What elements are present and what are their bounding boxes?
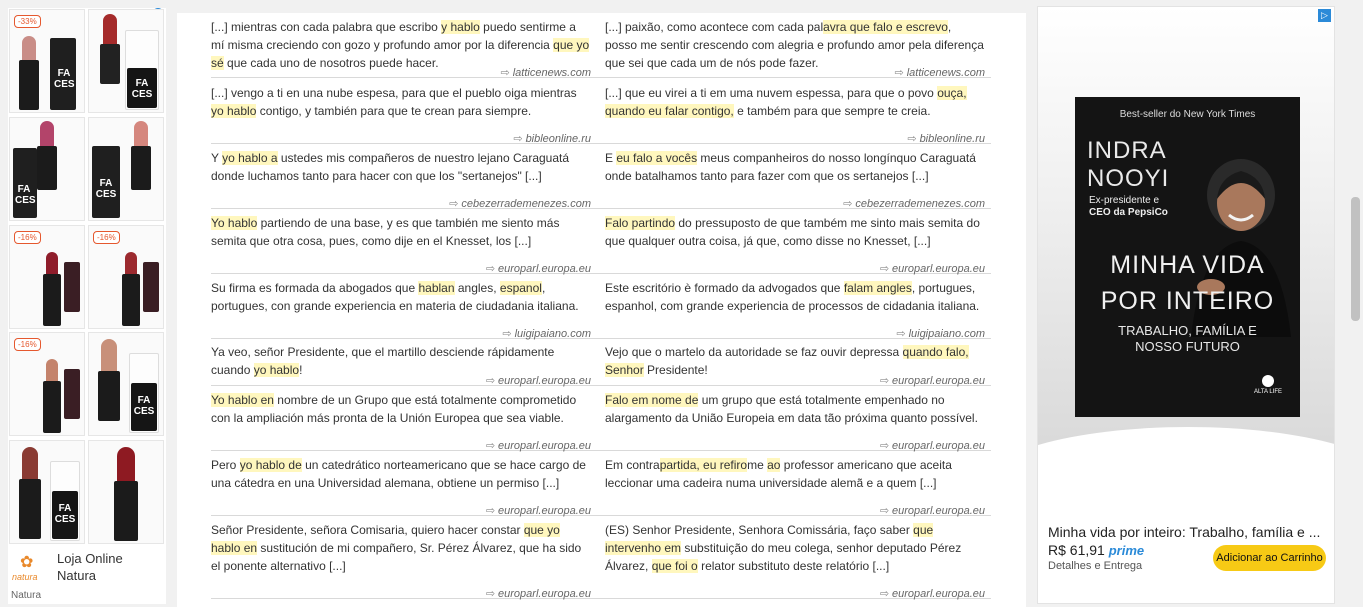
highlighted-match: espanol <box>499 281 542 295</box>
page-scrollbar[interactable] <box>1347 0 1363 607</box>
publisher-logo: ALTA LIFE <box>1253 375 1283 395</box>
discount-badge: -16% <box>14 338 41 351</box>
source-domain: bibleonline.ru <box>525 133 591 145</box>
source-sentence <box>211 391 591 451</box>
source-domain: europarl.europa.eu <box>892 263 985 275</box>
text-segment: Pero <box>211 458 240 472</box>
source-link[interactable] <box>843 195 985 213</box>
scrollbar-thumb[interactable] <box>1351 197 1360 321</box>
example-row <box>211 521 991 599</box>
text-segment: Este escritório è formado da advogados que <box>605 281 844 295</box>
text-segment: Y <box>211 151 223 165</box>
source-domain: latticenews.com <box>512 67 591 79</box>
product-lipstick-2[interactable] <box>88 9 164 113</box>
source-link[interactable] <box>486 372 591 390</box>
prime-badge: prime <box>1108 543 1145 558</box>
text-segment: puedo sentirme a mí misma creciendo con gozo y profundo amor por la diferencia <box>211 20 576 53</box>
highlighted-match: hablan <box>418 281 455 295</box>
example-row <box>211 84 991 144</box>
source-link[interactable] <box>486 502 591 520</box>
source-sentence <box>211 18 591 78</box>
text-segment: [...] vengo a ti en una nube espesa, para que el pueblo oiga mientras <box>211 86 577 100</box>
add-to-cart-button[interactable]: Adicionar ao Carrinho <box>1213 545 1326 571</box>
source-link[interactable] <box>501 64 591 82</box>
product-price: R$ 61,91 prime <box>1048 542 1145 558</box>
external-link-icon: ⇨ <box>502 328 512 340</box>
product-lipstick-10[interactable] <box>88 440 164 544</box>
text-segment: partiendo de una base, y es que también me siento más semita que otra cosa, pues, como dije en el Knesset, los [...] <box>211 216 560 249</box>
target-sentence <box>605 456 985 516</box>
example-row <box>211 279 991 339</box>
external-link-icon: ⇨ <box>896 328 906 340</box>
external-link-icon: ⇨ <box>485 440 496 452</box>
portuguese-text <box>605 149 985 185</box>
example-row <box>211 343 991 386</box>
discount-badge: -33% <box>14 15 41 28</box>
faces-box-text: FA CES <box>54 503 76 525</box>
portuguese-text <box>605 84 985 120</box>
target-sentence <box>605 84 985 144</box>
example-row <box>211 214 991 274</box>
highlighted-match: y hablo <box>441 20 480 34</box>
text-segment: do pressuposto de que também me sinto mais semita do que qualquer outra coisa, já que, como disse no Knesset, [...] <box>605 216 980 249</box>
target-sentence <box>605 343 985 386</box>
text-segment: Ya veo, señor Presidente, que el martillo desciende rápidamente cuando <box>211 345 555 378</box>
text-segment: e também para que sempre te creia. <box>733 104 931 119</box>
product-lipstick-4[interactable] <box>88 117 164 221</box>
spanish-text <box>211 279 591 315</box>
faces-box-text: FA CES <box>95 178 117 200</box>
source-link[interactable] <box>486 437 591 455</box>
left-ad-banner[interactable] <box>8 8 166 604</box>
highlighted-match: Falo partindo <box>605 216 676 230</box>
text-segment: un catedrático norteamericano que se hace cargo de una cátedra en una Universidad alemana, obtiene un permiso [...] <box>211 458 586 491</box>
product-title[interactable]: Minha vida por inteiro: Trabalho, família e ... <box>1048 524 1321 540</box>
author-role: Ex-presidente e CEO da PepsiCo <box>1089 195 1168 218</box>
source-sentence <box>211 149 591 209</box>
delivery-details-link[interactable]: Detalhes e Entrega <box>1048 560 1143 572</box>
text-segment: E <box>605 151 617 165</box>
product-lipstick-6[interactable] <box>88 225 164 329</box>
book-cover[interactable] <box>1075 97 1300 417</box>
source-domain: luigipaiano.com <box>908 328 985 340</box>
text-segment: que cada uno de nosotros puede hacer. <box>223 56 439 71</box>
highlighted-match: Falo em nome de <box>605 393 699 407</box>
source-domain: latticenews.com <box>906 67 985 79</box>
external-link-icon: ⇨ <box>879 263 890 275</box>
highlighted-match: yo hablo a <box>222 151 278 165</box>
source-link[interactable] <box>880 260 985 278</box>
highlighted-match: falam angles <box>843 281 912 295</box>
faces-box-text: FA CES <box>54 68 75 90</box>
source-link[interactable] <box>880 437 985 455</box>
external-link-icon: ⇨ <box>894 67 904 79</box>
source-sentence <box>211 214 591 274</box>
target-sentence <box>605 279 985 339</box>
product-lipstick-3[interactable] <box>9 117 85 221</box>
text-segment: ustedes mis compañeros de nuestro lejano Caraguatá donde luchamos tanto para hacer con que los "sertanejos" [...] <box>211 151 570 184</box>
right-ad-banner[interactable] <box>1037 6 1335 604</box>
example-row <box>211 391 991 451</box>
source-domain: europarl.europa.eu <box>892 375 985 387</box>
text-segment: meus companheiros do nosso longínquo Caraguatá onde batalhamos tanto para fazer com que os sertanejos [...] <box>605 151 976 184</box>
source-link[interactable] <box>880 585 985 603</box>
spanish-text <box>211 214 591 250</box>
text-segment: Señor Presidente, señora Comisaria, quiero hacer constar <box>211 523 524 537</box>
translation-examples-panel <box>177 13 1026 607</box>
external-link-icon: ⇨ <box>879 588 890 600</box>
source-domain: europarl.europa.eu <box>892 440 985 452</box>
source-link[interactable] <box>896 325 985 343</box>
book-title: MINHA VIDA POR INTEIRO <box>1100 251 1275 315</box>
target-sentence <box>605 214 985 274</box>
text-segment: contigo, y también para que te crean para siempre. <box>256 104 532 119</box>
source-link[interactable] <box>449 195 591 213</box>
spanish-text <box>211 149 591 185</box>
example-row <box>211 18 991 78</box>
text-segment: sustitución de mi compañero, Sr. Pérez Álvarez, que ha sido el ponente alternativo [...] <box>211 541 582 574</box>
product-lipstick-1[interactable] <box>9 9 85 113</box>
external-link-icon: ⇨ <box>879 375 890 387</box>
spanish-text <box>211 391 591 427</box>
highlighted-match: avra que falo e escrevo <box>823 20 948 34</box>
store-name[interactable]: Loja Online Natura <box>57 551 123 583</box>
external-link-icon: ⇨ <box>485 263 496 275</box>
natura-logo[interactable] <box>12 550 44 586</box>
external-link-icon: ⇨ <box>485 588 496 600</box>
text-segment: [...] mientras con cada palabra que escribo <box>211 20 442 34</box>
source-domain: europarl.europa.eu <box>892 588 985 600</box>
text-segment: (ES) Senhor Presidente, Senhora Comissária, faço saber <box>605 523 914 537</box>
product-lipstick-7[interactable] <box>9 332 85 436</box>
portuguese-text <box>605 521 985 576</box>
highlighted-match: que yo sé <box>211 38 590 71</box>
source-link[interactable] <box>513 130 591 148</box>
source-domain: bibleonline.ru <box>919 133 985 145</box>
source-sentence <box>211 279 591 339</box>
external-link-icon: ⇨ <box>449 198 459 210</box>
faces-box-text: FA CES <box>131 78 153 100</box>
highlighted-match: quando falo, Senhor <box>605 345 969 378</box>
text-segment: Vejo que o martelo da autoridade se faz ouvir depressa <box>605 345 903 359</box>
external-link-icon: ⇨ <box>879 505 890 517</box>
source-domain: luigipaiano.com <box>514 328 591 340</box>
portuguese-text <box>605 391 985 427</box>
book-subtitle: TRABALHO, FAMÍLIA E NOSSO FUTURO <box>1118 323 1257 354</box>
faces-box-text: FA CES <box>133 395 155 417</box>
target-sentence <box>605 391 985 451</box>
text-segment: [...] que eu virei a ti em uma nuvem espessa, para que o povo <box>605 86 938 100</box>
highlighted-match: Yo hablo <box>211 216 258 230</box>
text-segment: nombre de un Grupo que está totalmente comprometido con la ampliación más pronta de la Unión Europea que sea viable. <box>211 393 577 426</box>
discount-badge: -16% <box>14 231 41 244</box>
source-link[interactable] <box>895 64 985 82</box>
highlighted-match: yo hablo <box>253 363 300 378</box>
example-row <box>211 149 991 209</box>
highlighted-match: yo hablo <box>211 104 257 119</box>
source-domain: europarl.europa.eu <box>498 505 591 517</box>
text-segment: , portugues, con grande experiencia en materia de ciudadania italiana. <box>211 281 579 314</box>
source-domain: europarl.europa.eu <box>498 375 591 387</box>
product-lipstick-8[interactable] <box>88 332 164 436</box>
source-link[interactable] <box>880 502 985 520</box>
highlighted-match: Yo hablo en <box>211 393 274 407</box>
product-lipstick-9[interactable] <box>9 440 85 544</box>
external-link-icon: ⇨ <box>907 133 917 145</box>
highlighted-match: que yo hablo en <box>211 523 560 556</box>
source-domain: europarl.europa.eu <box>498 440 591 452</box>
text-segment: relator substituto deste relatório [...] <box>697 559 890 574</box>
source-link[interactable] <box>880 372 985 390</box>
highlighted-match: ouça, quando eu falar contigo, <box>605 86 967 119</box>
highlighted-match: eu falo a vocês <box>616 151 698 165</box>
advertiser-name[interactable]: Natura <box>11 590 42 601</box>
text-segment: [...] paixão, como acontece com cada pal <box>605 20 824 34</box>
highlighted-match: que intervenho em <box>605 523 934 556</box>
product-lipstick-5[interactable] <box>9 225 85 329</box>
source-sentence <box>211 456 591 516</box>
portuguese-text <box>605 279 985 315</box>
highlighted-match: ao <box>767 458 781 472</box>
target-sentence <box>605 18 985 78</box>
text-segment: Presidente! <box>643 363 708 378</box>
external-link-icon: ⇨ <box>513 133 523 145</box>
faces-box-text: FA CES <box>15 184 36 206</box>
source-domain: europarl.europa.eu <box>892 505 985 517</box>
source-domain: cebezerrademenezes.com <box>461 198 591 210</box>
highlighted-match: que foi o <box>651 559 698 574</box>
source-link[interactable] <box>486 585 591 603</box>
target-sentence <box>605 149 985 209</box>
portuguese-text <box>605 456 985 492</box>
text-segment: ! <box>299 363 303 378</box>
external-link-icon: ⇨ <box>485 505 496 517</box>
target-sentence <box>605 521 985 599</box>
source-sentence <box>211 343 591 386</box>
source-domain: cebezerrademenezes.com <box>855 198 985 210</box>
spanish-text <box>211 521 591 576</box>
book-author: INDRA NOOYI <box>1087 137 1170 192</box>
text-segment: , portugues, espanhol, com grande experiencia de processos de cidadania italiana. <box>605 281 980 314</box>
spanish-text <box>211 84 591 120</box>
source-domain: europarl.europa.eu <box>498 263 591 275</box>
text-segment: me <box>747 458 768 472</box>
text-segment: professor americano que aceita leccionar uma cadeira numa universidade alemã e a quem [...] <box>605 458 952 491</box>
source-link[interactable] <box>907 130 985 148</box>
adchoices-icon[interactable]: ▷ <box>1318 9 1331 22</box>
bestseller-label: Best-seller do New York Times <box>1119 109 1256 120</box>
source-domain: europarl.europa.eu <box>498 588 591 600</box>
external-link-icon: ⇨ <box>500 67 510 79</box>
text-segment: Em contra <box>605 458 660 472</box>
text-segment: angles, <box>454 281 500 295</box>
flower-icon: ✿ <box>20 554 34 571</box>
text-segment: um grupo que está totalmente empenhado no alargamento da União Europeia em data tão próxima quanto possível. <box>605 393 978 426</box>
natura-logo-text: natura <box>12 572 38 582</box>
discount-badge: -16% <box>93 231 120 244</box>
source-sentence <box>211 521 591 599</box>
text-segment: , posso me sentir crescendo com alegria e profundo amor pela diferença que sei que cada um de nós pode fazer. <box>605 20 984 71</box>
source-link[interactable] <box>486 260 591 278</box>
external-link-icon: ⇨ <box>879 440 890 452</box>
source-sentence <box>211 84 591 144</box>
highlighted-match: yo hablo de <box>239 458 302 472</box>
external-link-icon: ⇨ <box>485 375 496 387</box>
text-segment: Su firma es formada da abogados que <box>211 281 419 295</box>
example-row <box>211 456 991 516</box>
spanish-text <box>211 456 591 492</box>
highlighted-match: partida, eu refiro <box>659 458 748 472</box>
source-link[interactable] <box>502 325 591 343</box>
text-segment: substituição do meu colega, senhor deputado Pérez Álvarez, <box>605 541 962 574</box>
external-link-icon: ⇨ <box>843 198 853 210</box>
portuguese-text <box>605 214 985 250</box>
